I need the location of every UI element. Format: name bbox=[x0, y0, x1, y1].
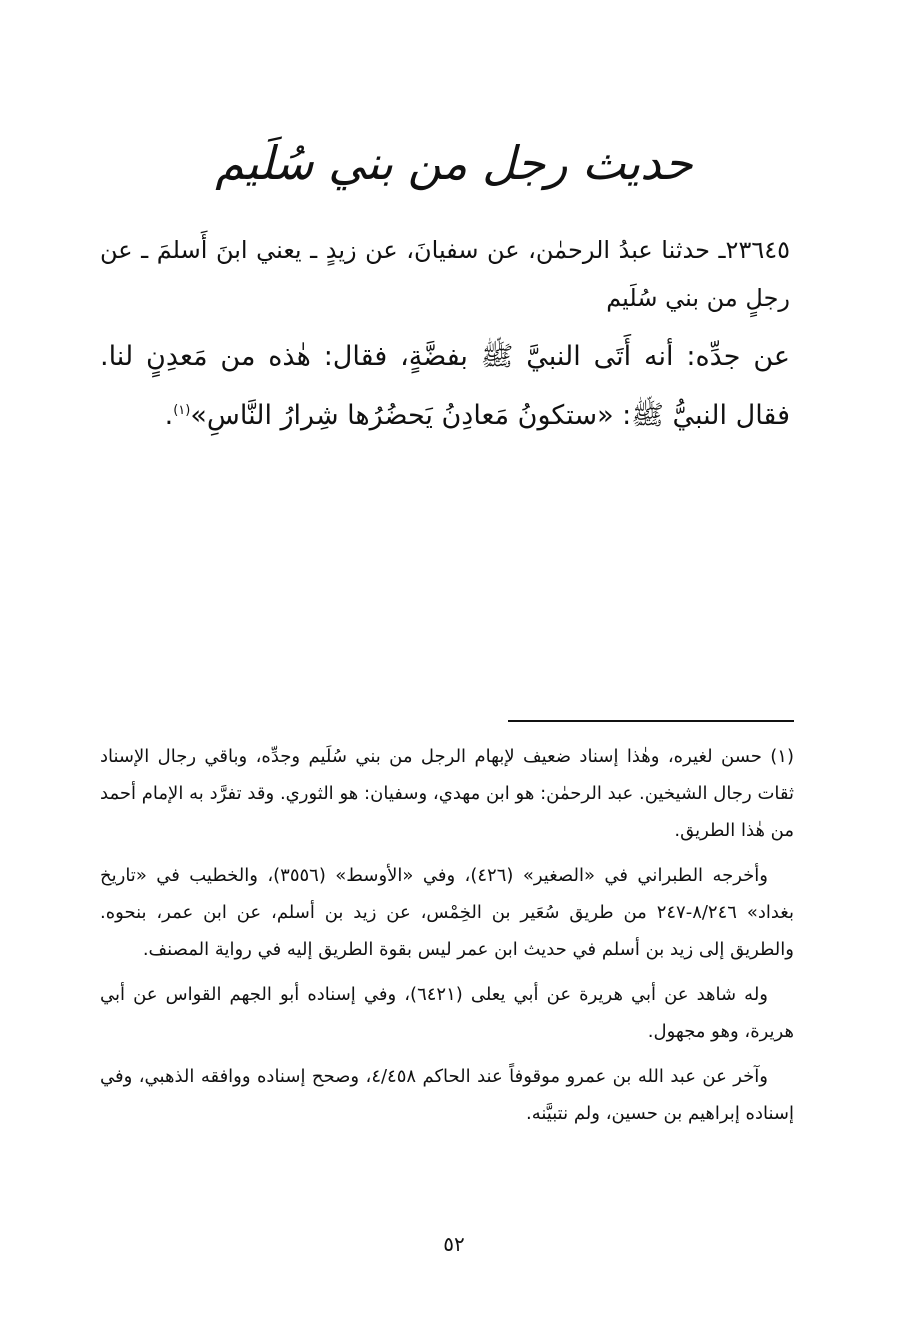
chapter-title: حديث رجل من بني سُلَيم bbox=[215, 136, 693, 190]
footnote-divider bbox=[508, 720, 794, 722]
footnote-reference: (١) bbox=[173, 403, 191, 418]
hadith-isnad: ٢٣٦٤٥ـ حدثنا عبدُ الرحمٰن، عن سفيانَ، عن زيدٍ ـ يعني ابنَ أَسلمَ ـ عن رجلٍ من بني سُلَيم bbox=[100, 236, 790, 312]
hadith-end-mark: . bbox=[164, 400, 174, 431]
hadith-body bbox=[100, 226, 790, 451]
footnote-paragraph: (١) حسن لغيره، وهٰذا إسناد ضعيف لإبهام الرجل من بني سُلَيم وجدِّه، وباقي رجال الإسناد ثقات رجال الشيخين. عبد الرحمٰن: هو ابن مهدي، وسفيان: هو الثوري. وقد تفرَّد به الإمام أحمد من هٰذا الطريق. bbox=[100, 746, 794, 841]
page-number: ٥٢ bbox=[443, 1232, 465, 1256]
footnote-paragraph: وأخرجه الطبراني في «الصغير» (٤٢٦)، وفي «الأوسط» (٣٥٥٦)، والخطيب في «تاريخ بغداد» ٨/٢٤٦-٢٤٧ من طريق سُعَير بن الخِمْس، عن زيد بن أسلم، عن ابن عمر، بنحوه. والطريق إلى زيد بن أسلم في حديث ابن عمر ليس بقوة الطريق إليه في رواية المصنف. bbox=[100, 865, 794, 960]
footnote-paragraph: وآخر عن عبد الله بن عمرو موقوفاً عند الحاكم ٤/٤٥٨، وصحح إسناده ووافقه الذهبي، وفي إسناده إبراهيم بن حسين، ولم نتبيَّنه. bbox=[100, 1066, 794, 1124]
footnote-paragraph: وله شاهد عن أبي هريرة عن أبي يعلى (٦٤٢١)، وفي إسناده أبو الجهم القواس عن أبي هريرة، وهو مجهول. bbox=[100, 984, 794, 1042]
footnotes-section bbox=[100, 738, 794, 1140]
hadith-matn: عن جدِّه: أنه أَتَى النبيَّ ﷺ بفضَّةٍ، فقال: هٰذه من مَعدِنٍ لنا. فقال النبيُّ ﷺ: «ستكونُ مَعادِنُ يَحضُرُها شِرارُ النَّاسِ» bbox=[100, 341, 790, 431]
hadith-matn-paragraph bbox=[100, 330, 790, 443]
